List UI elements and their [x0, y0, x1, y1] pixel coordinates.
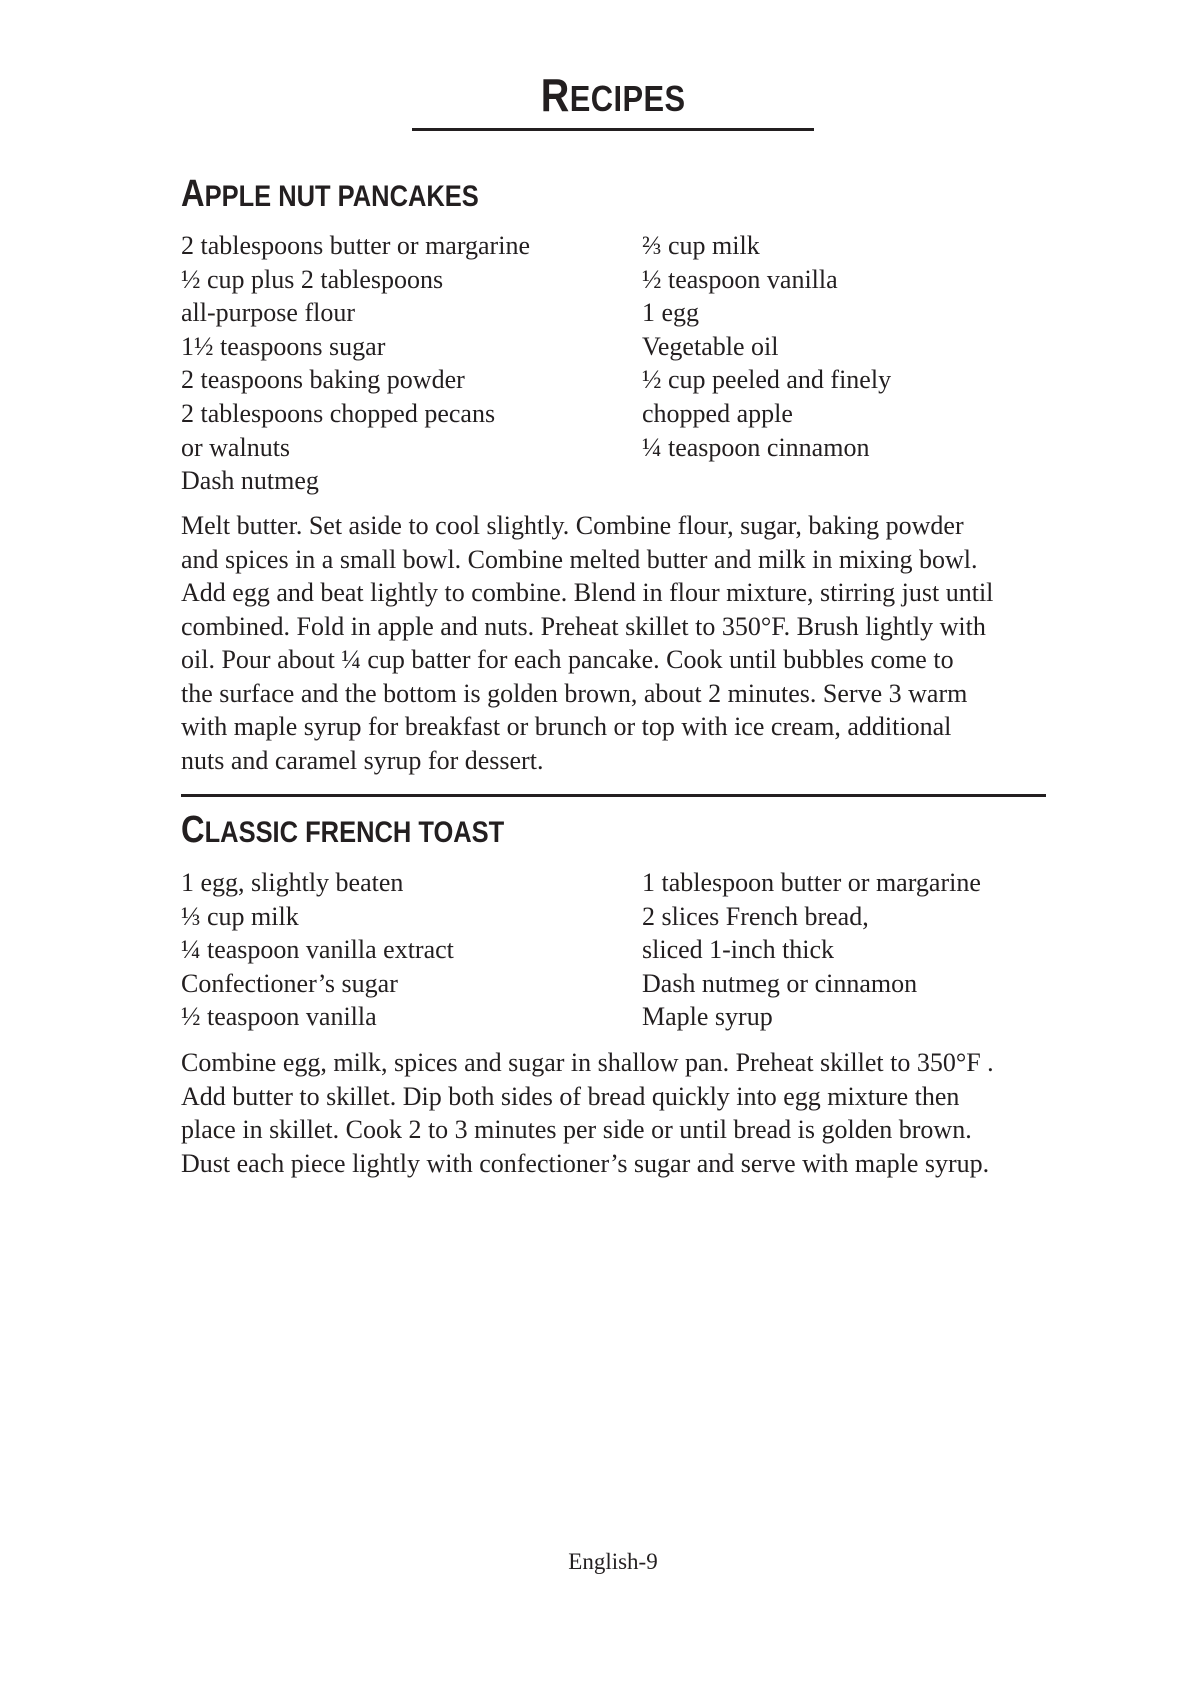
direction-line: Combine egg, milk, spices and sugar in shallow pan. Preheat skillet to 350°F .	[181, 1048, 994, 1077]
ingredient-line: Maple syrup	[642, 1002, 773, 1032]
ingredient-line: Dash nutmeg or cinnamon	[642, 968, 918, 998]
directions-classic-french-toast	[181, 1046, 1061, 1180]
direction-line: the surface and the bottom is golden brown, about 2 minutes. Serve 3 warm	[181, 678, 968, 708]
ingredient-line: ¼ teaspoon vanilla extract	[181, 935, 454, 965]
ingredient-line: ⅔ cup milk	[642, 231, 760, 260]
page-title-rest: ECIPES	[569, 79, 686, 119]
ingredient-line: 2 teaspoons baking powder	[181, 365, 465, 395]
recipe-title-rest: PPLE NUT PANCAKES	[204, 180, 479, 213]
direction-line: and spices in a small bowl. Combine melted butter and milk in mixing bowl.	[181, 544, 978, 574]
direction-line: place in skillet. Cook 2 to 3 minutes per side or until bread is golden brown.	[181, 1115, 972, 1144]
ingredient-line: ½ teaspoon vanilla	[642, 264, 838, 294]
ingredients-classic-french-toast	[181, 866, 1061, 1036]
ingredient-line: 2 tablespoons chopped pecans	[181, 398, 496, 428]
direction-line: Melt butter. Set aside to cool slightly. Combine flour, sugar, baking powder	[181, 511, 964, 540]
recipe-title-rest: LASSIC FRENCH TOAST	[204, 816, 505, 849]
ingredient-line: 1 tablespoon butter or margarine	[642, 868, 981, 897]
ingredient-line: 2 tablespoons butter or margarine	[181, 231, 530, 260]
page-footer: English-9	[568, 1549, 658, 1574]
recipe-title-classic-french-toast	[181, 808, 504, 855]
ingredient-line: sliced 1-inch thick	[642, 935, 835, 965]
direction-line: Add egg and beat lightly to combine. Blend in flour mixture, stirring just until	[181, 578, 994, 607]
ingredients-left-column	[181, 866, 621, 1034]
recipe-title-initial: A	[181, 173, 205, 215]
direction-line: Add butter to skillet. Dip both sides of bread quickly into egg mixture then	[181, 1081, 960, 1111]
direction-line: Dust each piece lightly with confectioner’s sugar and serve with maple syrup.	[181, 1148, 990, 1178]
ingredient-line: all-purpose flour	[181, 298, 356, 328]
direction-line: combined. Fold in apple and nuts. Preheat skillet to 350°F. Brush lightly with	[181, 611, 986, 641]
ingredients-right-column	[642, 229, 1082, 464]
direction-line: oil. Pour about ¼ cup batter for each pancake. Cook until bubbles come to	[181, 645, 954, 674]
ingredient-line: Vegetable oil	[642, 331, 779, 361]
ingredients-left-column	[181, 229, 621, 498]
ingredient-line: ½ cup plus 2 tablespoons	[181, 264, 444, 294]
ingredient-line: ½ cup peeled and finely	[642, 365, 892, 395]
ingredients-right-column	[642, 866, 1082, 1034]
direction-line: nuts and caramel syrup for dessert.	[181, 745, 544, 775]
ingredient-line: ¼ teaspoon cinnamon	[642, 432, 870, 462]
directions-apple-nut-pancakes	[181, 509, 1061, 777]
ingredients-apple-nut-pancakes	[181, 229, 1061, 501]
direction-line: with maple syrup for breakfast or brunch or top with ice cream, additional	[181, 712, 952, 741]
page-title	[541, 62, 686, 132]
ingredient-line: Confectioner’s sugar	[181, 968, 398, 998]
ingredient-line: 2 slices French bread,	[642, 901, 869, 931]
section-divider	[181, 794, 1046, 797]
ingredient-line: ⅓ cup milk	[181, 901, 299, 931]
ingredient-line: Dash nutmeg	[181, 466, 319, 496]
ingredient-line: chopped apple	[642, 398, 793, 428]
recipe-title-apple-nut-pancakes	[181, 172, 479, 219]
page-title-initial: R	[540, 69, 570, 121]
ingredient-line: 1 egg	[642, 298, 700, 328]
ingredient-line: ½ teaspoon vanilla	[181, 1002, 377, 1032]
ingredient-line: 1 egg, slightly beaten	[181, 868, 404, 897]
ingredient-line: 1½ teaspoons sugar	[181, 331, 386, 361]
ingredient-line: or walnuts	[181, 432, 291, 462]
recipe-title-initial: C	[181, 809, 205, 851]
page-title-block	[412, 62, 814, 131]
